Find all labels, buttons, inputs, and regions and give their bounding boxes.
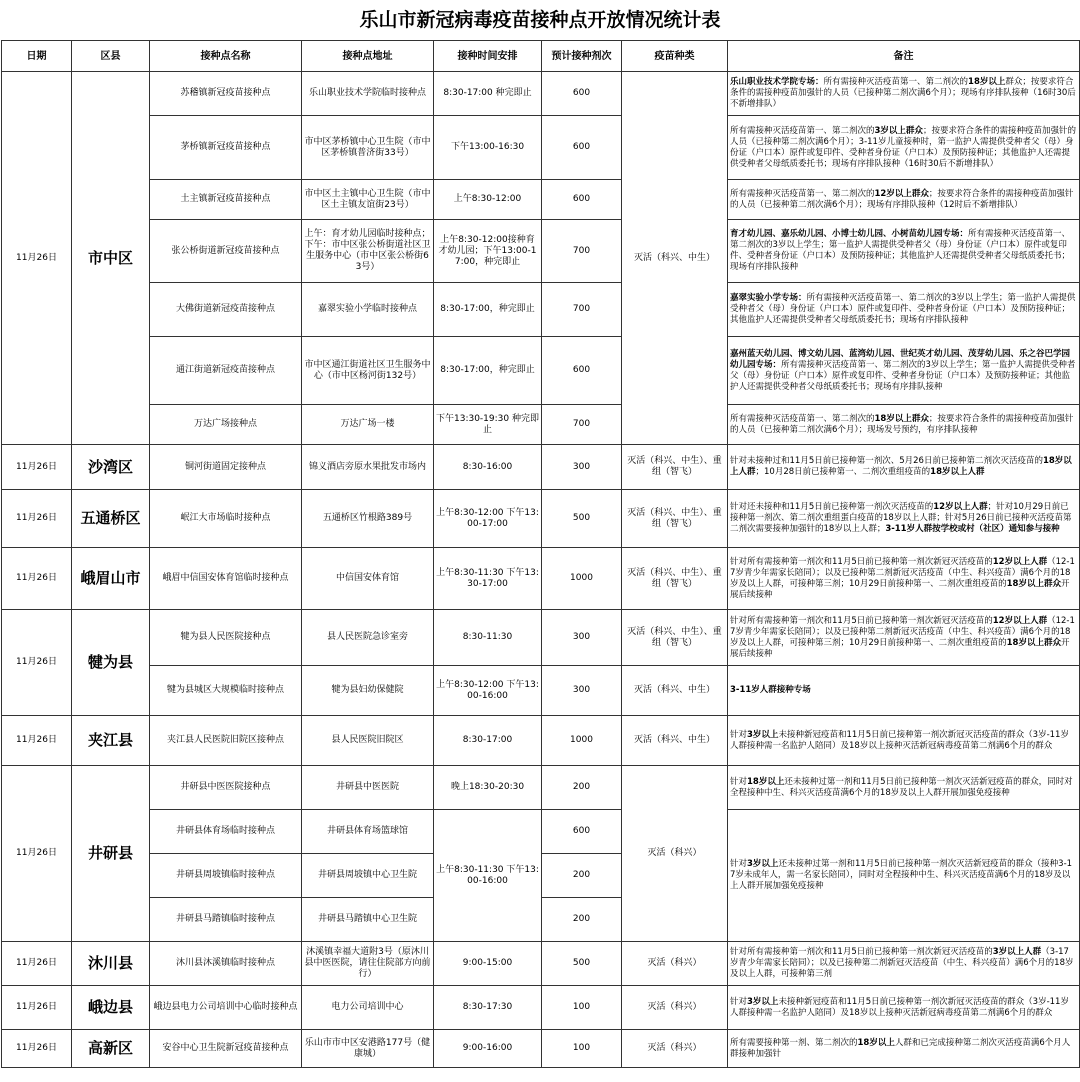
district-cell: 犍为县 (72, 610, 150, 716)
doses-cell: 300 (542, 610, 622, 666)
table-row (2, 942, 1080, 986)
note-cell: 针对还未接种和11月5日前已接种第一剂次灭活疫苗的12岁以上人群；针对10月29日前已接种第一剂次、第二剂次重组蛋白疫苗的18岁以上人群；针对5月26日前已接种灭活疫苗第二剂次需要接种加强针的18岁以上人群；3-11岁人群按学校或村（社区）通知参与接种 (728, 490, 1080, 548)
note-cell: 针对3岁以上未接种新冠疫苗和11月5日前已接种第一剂次新冠灭活疫苗的群众（3岁-11岁人群接种需一名监护人陪同）及18岁以上接种灭活新冠病毒疫苗第二剂满6个月的群众 (728, 716, 1080, 766)
time-cell: 上午8:30-12:00 (434, 180, 542, 220)
district-cell: 井研县 (72, 766, 150, 942)
col-site-name: 接种点名称 (150, 41, 302, 72)
site-name-cell: 安谷中心卫生院新冠疫苗接种点 (150, 1030, 302, 1068)
doses-cell: 200 (542, 766, 622, 810)
site-address-cell: 万达广场一楼 (302, 405, 434, 445)
vaccine-cell: 灭活（科兴） (622, 942, 728, 986)
time-cell: 8:30-11:30 (434, 610, 542, 666)
table-row (2, 72, 1080, 116)
date-cell: 11月26日 (2, 986, 72, 1030)
doses-cell: 600 (542, 810, 622, 854)
time-cell: 8:30-17:00 种完即止 (434, 72, 542, 116)
time-cell: 上午8:30-11:30 下午13:30-17:00 (434, 548, 542, 610)
table-row (2, 337, 1080, 405)
district-cell: 沙湾区 (72, 445, 150, 490)
col-doses: 预计接种剂次 (542, 41, 622, 72)
table-row (2, 810, 1080, 854)
site-name-cell: 土主镇新冠疫苗接种点 (150, 180, 302, 220)
doses-cell: 700 (542, 405, 622, 445)
note-cell: 针对未接种过和11月5日前已接种第一剂次、5月26日前已接种第二剂次灭活疫苗的18岁以上人群；10月28日前已接种第一、二剂次重组疫苗的18岁以上人群 (728, 445, 1080, 490)
col-date: 日期 (2, 41, 72, 72)
site-address-cell: 沐溪镇幸福大道附3号（原沐川县中医医院，请往住院部方向前行） (302, 942, 434, 986)
table-row (2, 716, 1080, 766)
col-vaccine: 疫苗种类 (622, 41, 728, 72)
site-address-cell: 县人民医院急诊室旁 (302, 610, 434, 666)
date-cell: 11月26日 (2, 1030, 72, 1068)
doses-cell: 600 (542, 72, 622, 116)
note-cell: 所有需接种灭活疫苗第一、第二剂次的12岁以上群众；按要求符合条件的需接种疫苗加强针的人员（已接种第二剂次满6个月）；现场有序排队接种（12时后不新增排队） (728, 180, 1080, 220)
vaccine-cell: 灭活（科兴、中生）、重组（智飞） (622, 490, 728, 548)
site-address-cell: 井研县体育场篮球馆 (302, 810, 434, 854)
site-name-cell: 大佛街道新冠疫苗接种点 (150, 283, 302, 337)
site-name-cell: 犍为县城区大规模临时接种点 (150, 666, 302, 716)
doses-cell: 500 (542, 942, 622, 986)
site-address-cell: 市中区茅桥镇中心卫生院（市中区茅桥镇普济街33号） (302, 116, 434, 180)
date-cell: 11月26日 (2, 490, 72, 548)
doses-cell: 200 (542, 854, 622, 898)
site-address-cell: 电力公司培训中心 (302, 986, 434, 1030)
district-cell: 沐川县 (72, 942, 150, 986)
time-cell: 上午8:30-12:00 下午13:00-17:00 (434, 490, 542, 548)
doses-cell: 500 (542, 490, 622, 548)
table-row (2, 666, 1080, 716)
date-cell: 11月26日 (2, 445, 72, 490)
site-name-cell: 峨眉中信国安体育馆临时接种点 (150, 548, 302, 610)
doses-cell: 700 (542, 220, 622, 283)
site-address-cell: 市中区通江街道社区卫生服务中心（市中区杨河街132号） (302, 337, 434, 405)
doses-cell: 100 (542, 986, 622, 1030)
col-district: 区县 (72, 41, 150, 72)
district-cell: 五通桥区 (72, 490, 150, 548)
table-row (2, 766, 1080, 810)
site-address-cell: 上午：育才幼儿园临时接种点；下午：市中区张公桥街道社区卫生服务中心（市中区张公桥街63号） (302, 220, 434, 283)
time-cell: 8:30-17:00，种完即止 (434, 283, 542, 337)
date-cell: 11月26日 (2, 610, 72, 716)
district-cell: 夹江县 (72, 716, 150, 766)
note-cell: 3-11岁人群接种专场 (728, 666, 1080, 716)
table-row (2, 405, 1080, 445)
site-name-cell: 井研县周坡镇临时接种点 (150, 854, 302, 898)
site-name-cell: 井研县马踏镇临时接种点 (150, 898, 302, 942)
vaccine-cell: 灭活（科兴、中生）、重组（智飞） (622, 445, 728, 490)
vaccine-cell: 灭活（科兴、中生）、重组（智飞） (622, 610, 728, 666)
vaccine-cell: 灭活（科兴） (622, 1030, 728, 1068)
site-address-cell: 嘉翠实验小学临时接种点 (302, 283, 434, 337)
doses-cell: 300 (542, 445, 622, 490)
site-address-cell: 五通桥区竹根路389号 (302, 490, 434, 548)
site-address-cell: 锦义酒店旁原水果批发市场内 (302, 445, 434, 490)
note-cell: 嘉翠实验小学专场：所有需接种灭活疫苗第一、第二剂次的3岁以上学生；第一监护人需提供受种者父（母）身份证（户口本）原件或复印件、受种者身份证（户口本）及预防接种证；其他监护人还需提供受种者父母纸质委托书；现场有序排队接种 (728, 283, 1080, 337)
col-site-address: 接种点地址 (302, 41, 434, 72)
site-address-cell: 县人民医院旧院区 (302, 716, 434, 766)
table-row (2, 986, 1080, 1030)
note-cell: 嘉州蓝天幼儿园、博文幼儿园、蓝湾幼儿园、世纪英才幼儿园、茂芽幼儿园、乐之谷巴学园幼儿园专场：所有需接种灭活疫苗第一、第二剂次的3岁以上学生；第一监护人需提供受种者父（母）身份证（户口本）原件或复印件、受种者身份证（户口本）及预防接种证；其他监护人还需提供受种者父母纸质委托书；现场有序排队接种 (728, 337, 1080, 405)
doses-cell: 1000 (542, 716, 622, 766)
time-cell: 上午8:30-12:00 下午13:00-16:00 (434, 666, 542, 716)
site-name-cell: 井研县中医医院接种点 (150, 766, 302, 810)
note-cell: 所有需接种灭活疫苗第一、第二剂次的3岁以上群众；按要求符合条件的需接种疫苗加强针的人员（已接种第二剂次满6个月）；3-11岁儿童接种时，第一监护人需提供受种者父（母）身份证（户口本）原件或复印件、受种者身份证（户口本）及预防接种证；其他监护人还需提供受种者父母纸质委托书；现场有序排队接种（16时30后不新增排队） (728, 116, 1080, 180)
doses-cell: 100 (542, 1030, 622, 1068)
time-cell: 8:30-17:30 (434, 986, 542, 1030)
vaccine-cell: 灭活（科兴） (622, 986, 728, 1030)
col-notes: 备注 (728, 41, 1080, 72)
note-cell: 针对所有需接种第一剂次和11月5日前已接种第一剂次新冠灭活疫苗的12岁以上人群（12-17岁青少年需家长陪同）；以及已接种第二剂新冠灭活疫苗（中生、科兴疫苗）满6个月的18岁及以上人群，可接种第三剂；10月29日前接种第一、二剂次重组疫苗的18岁以上群众开展后续接种 (728, 610, 1080, 666)
site-name-cell: 通江街道新冠疫苗接种点 (150, 337, 302, 405)
vaccine-cell: 灭活（科兴、中生）、重组（智飞） (622, 548, 728, 610)
site-name-cell: 茅桥镇新冠疫苗接种点 (150, 116, 302, 180)
site-address-cell: 井研县周坡镇中心卫生院 (302, 854, 434, 898)
site-name-cell: 井研县体育场临时接种点 (150, 810, 302, 854)
vaccine-cell: 灭活（科兴、中生） (622, 666, 728, 716)
table-row (2, 283, 1080, 337)
date-cell: 11月26日 (2, 766, 72, 942)
site-address-cell: 乐山市市中区安港路177号（健康城） (302, 1030, 434, 1068)
date-cell: 11月26日 (2, 72, 72, 445)
header-row (2, 41, 1080, 72)
time-cell: 下午13:30-19:30 种完即止 (434, 405, 542, 445)
doses-cell: 700 (542, 283, 622, 337)
time-cell: 下午13:00-16:30 (434, 116, 542, 180)
note-cell: 育才幼儿园、嘉乐幼儿园、小博士幼儿园、小树苗幼儿园专场：所有需接种灭活疫苗第一、第二剂次的3岁以上学生；第一监护人需提供受种者父（母）身份证（户口本）原件或复印件、受种者身份证（户口本）及预防接种证；其他监护人还需提供受种者父母纸质委托书；现场有序排队接种 (728, 220, 1080, 283)
site-name-cell: 铜河街道固定接种点 (150, 445, 302, 490)
table-row (2, 548, 1080, 610)
note-cell: 所有需接种灭活疫苗第一、第二剂次的18岁以上群众；按要求符合条件的需接种疫苗加强针的人员（已接种第二剂次满6个月）；现场发号预约，有序排队接种 (728, 405, 1080, 445)
site-name-cell: 沐川县沐溪镇临时接种点 (150, 942, 302, 986)
district-cell: 峨眉山市 (72, 548, 150, 610)
site-name-cell: 张公桥街道新冠疫苗接种点 (150, 220, 302, 283)
col-time: 接种时间安排 (434, 41, 542, 72)
note-cell: 针对3岁以上未接种新冠疫苗和11月5日前已接种第一剂次新冠灭活疫苗的群众（3岁-11岁人群接种需一名监护人陪同）及18岁以上接种灭活新冠病毒疫苗第二剂满6个月的群众 (728, 986, 1080, 1030)
date-cell: 11月26日 (2, 942, 72, 986)
time-cell: 上午8:30-12:00接种育才幼儿园；下午13:00-17:00，种完即止 (434, 220, 542, 283)
table-row (2, 1030, 1080, 1068)
table-row (2, 445, 1080, 490)
time-cell: 9:00-15:00 (434, 942, 542, 986)
vaccine-cell: 灭活（科兴、中生） (622, 72, 728, 445)
table-row (2, 180, 1080, 220)
note-cell: 针对所有需接种第一剂次和11月5日前已接种第一剂次新冠灭活疫苗的12岁以上人群（12-17岁青少年需家长陪同）；以及已接种第二剂新冠灭活疫苗（中生、科兴疫苗）满6个月的18岁及以上人群，可接种第三剂；10月29日前接种第一、二剂次重组疫苗的18岁以上群众开展后续接种 (728, 548, 1080, 610)
time-cell: 9:00-16:00 (434, 1030, 542, 1068)
date-cell: 11月26日 (2, 716, 72, 766)
site-address-cell: 井研县马踏镇中心卫生院 (302, 898, 434, 942)
site-address-cell: 犍为县妇幼保健院 (302, 666, 434, 716)
note-cell: 针对所有需接种第一剂次和11月5日前已接种第一剂次新冠灭活疫苗的3岁以上人群（3-17岁青少年需家长陪同）；以及已接种第二剂新冠灭活疫苗（中生、科兴疫苗）满6个月的18岁及以上人群，可接种第三剂 (728, 942, 1080, 986)
site-address-cell: 中信国安体育馆 (302, 548, 434, 610)
time-cell: 8:30-16:00 (434, 445, 542, 490)
site-name-cell: 犍为县人民医院接种点 (150, 610, 302, 666)
doses-cell: 600 (542, 180, 622, 220)
doses-cell: 600 (542, 337, 622, 405)
note-cell: 针对3岁以上还未接种过第一剂和11月5日前已接种第一剂次灭活新冠疫苗的群众（接种3-17岁未成年人，需一名家长陪同），同时对全程接种中生、科兴灭活疫苗满6个月的18岁及以上人群开展加强免疫接种 (728, 810, 1080, 942)
district-cell: 峨边县 (72, 986, 150, 1030)
site-address-cell: 市中区土主镇中心卫生院（市中区土主镇友谊街23号） (302, 180, 434, 220)
table-row (2, 116, 1080, 180)
doses-cell: 600 (542, 116, 622, 180)
site-name-cell: 夹江县人民医院旧院区接种点 (150, 716, 302, 766)
table-row (2, 220, 1080, 283)
district-cell: 市中区 (72, 72, 150, 445)
vaccine-cell: 灭活（科兴） (622, 766, 728, 942)
district-cell: 高新区 (72, 1030, 150, 1068)
doses-cell: 1000 (542, 548, 622, 610)
date-cell: 11月26日 (2, 548, 72, 610)
note-cell: 所有需要接种第一剂、第二剂次的18岁以上人群和已完成接种第二剂次灭活疫苗满6个月人群接种加强针 (728, 1030, 1080, 1068)
site-name-cell: 岷江大市场临时接种点 (150, 490, 302, 548)
site-name-cell: 万达广场接种点 (150, 405, 302, 445)
vaccine-cell: 灭活（科兴、中生） (622, 716, 728, 766)
time-cell: 8:30-17:00，种完即止 (434, 337, 542, 405)
doses-cell: 200 (542, 898, 622, 942)
table-row (2, 610, 1080, 666)
site-name-cell: 峨边县电力公司培训中心临时接种点 (150, 986, 302, 1030)
site-address-cell: 乐山职业技术学院临时接种点 (302, 72, 434, 116)
table-row (2, 490, 1080, 548)
time-cell: 上午8:30-11:30 下午13:00-16:00 (434, 810, 542, 942)
note-cell: 乐山职业技术学院专场：所有需接种灭活疫苗第一、第二剂次的18岁以上群众；按要求符合条件的需接种疫苗加强针的人员（已接种第二剂次满6个月）；现场有序排队接种（16时30后不新增排队） (728, 72, 1080, 116)
time-cell: 晚上18:30-20:30 (434, 766, 542, 810)
site-address-cell: 井研县中医医院 (302, 766, 434, 810)
time-cell: 8:30-17:00 (434, 716, 542, 766)
vaccination-table (1, 40, 1080, 1068)
page-title: 乐山市新冠病毒疫苗接种点开放情况统计表 (359, 9, 721, 31)
doses-cell: 300 (542, 666, 622, 716)
site-name-cell: 苏稽镇新冠疫苗接种点 (150, 72, 302, 116)
note-cell: 针对18岁以上还未接种过第一剂和11月5日前已接种第一剂次灭活新冠疫苗的群众，同时对全程接种中生、科兴灭活疫苗满6个月的18岁及以上人群开展加强免疫接种 (728, 766, 1080, 810)
